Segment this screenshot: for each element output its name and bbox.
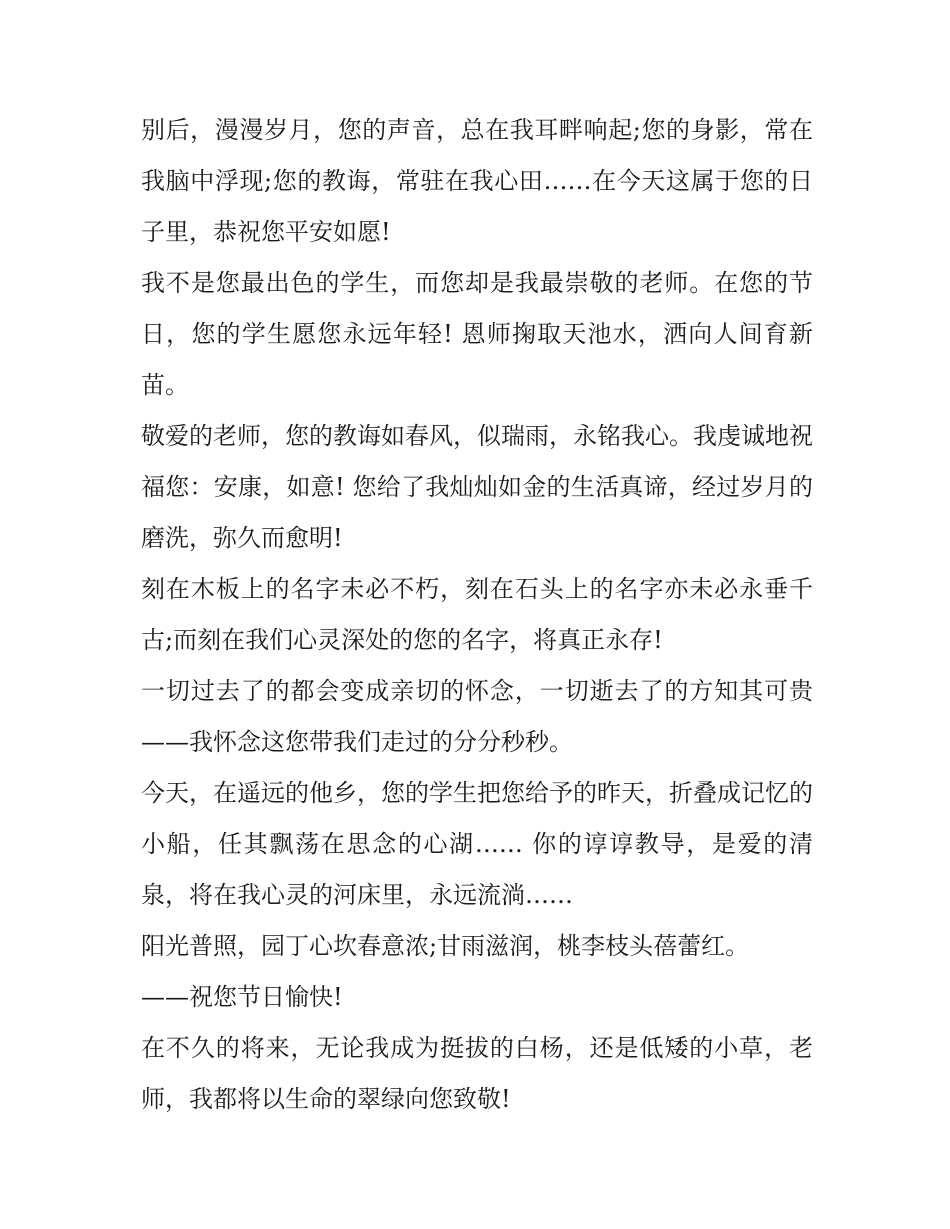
paragraph-8: ——祝您节日愉快!: [141, 983, 343, 1011]
paragraph-2: 我不是您最出色的学生，而您却是我最崇敬的老师。在您的节日，您的学生愿您永远年轻! 恩师掬取天池水，洒向人间育新苗。: [141, 269, 813, 399]
paragraph-9: 在不久的将来，无论我成为挺拔的白杨，还是低矮的小草，老师，我都将以生命的翠绿向您致敬!: [141, 1034, 813, 1113]
paragraph-7: 阳光普照，园丁心坎春意浓;甘雨滋润，桃李枝头蓓蕾红。: [141, 932, 750, 960]
paragraph-5: 一切过去了的都会变成亲切的怀念，一切逝去了的方知其可贵——我怀念这您带我们走过的分分秒秒。: [141, 677, 813, 756]
paragraph-3: 敬爱的老师，您的教诲如春风，似瑞雨，永铭我心。我虔诚地祝福您：安康，如意! 您给了我灿灿如金的生活真谛，经过岁月的磨洗，弥久而愈明!: [141, 422, 813, 552]
paragraph-6: 今天，在遥远的他乡，您的学生把您给予的昨天，折叠成记忆的小船，任其飘荡在思念的心湖…… 你的谆谆教导，是爱的清泉，将在我心灵的河床里，永远流淌……: [141, 779, 813, 909]
paragraph-1: 别后，漫漫岁月，您的声音，总在我耳畔响起;您的身影，常在我脑中浮现;您的教诲，常驻在我心田……在今天这属于您的日子里，恭祝您平安如愿!: [141, 116, 813, 246]
document-body: [141, 105, 813, 1125]
paragraph-4: 刻在木板上的名字未必不朽，刻在石头上的名字亦未必永垂千古;而刻在我们心灵深处的您的名字，将真正永存!: [141, 575, 813, 654]
